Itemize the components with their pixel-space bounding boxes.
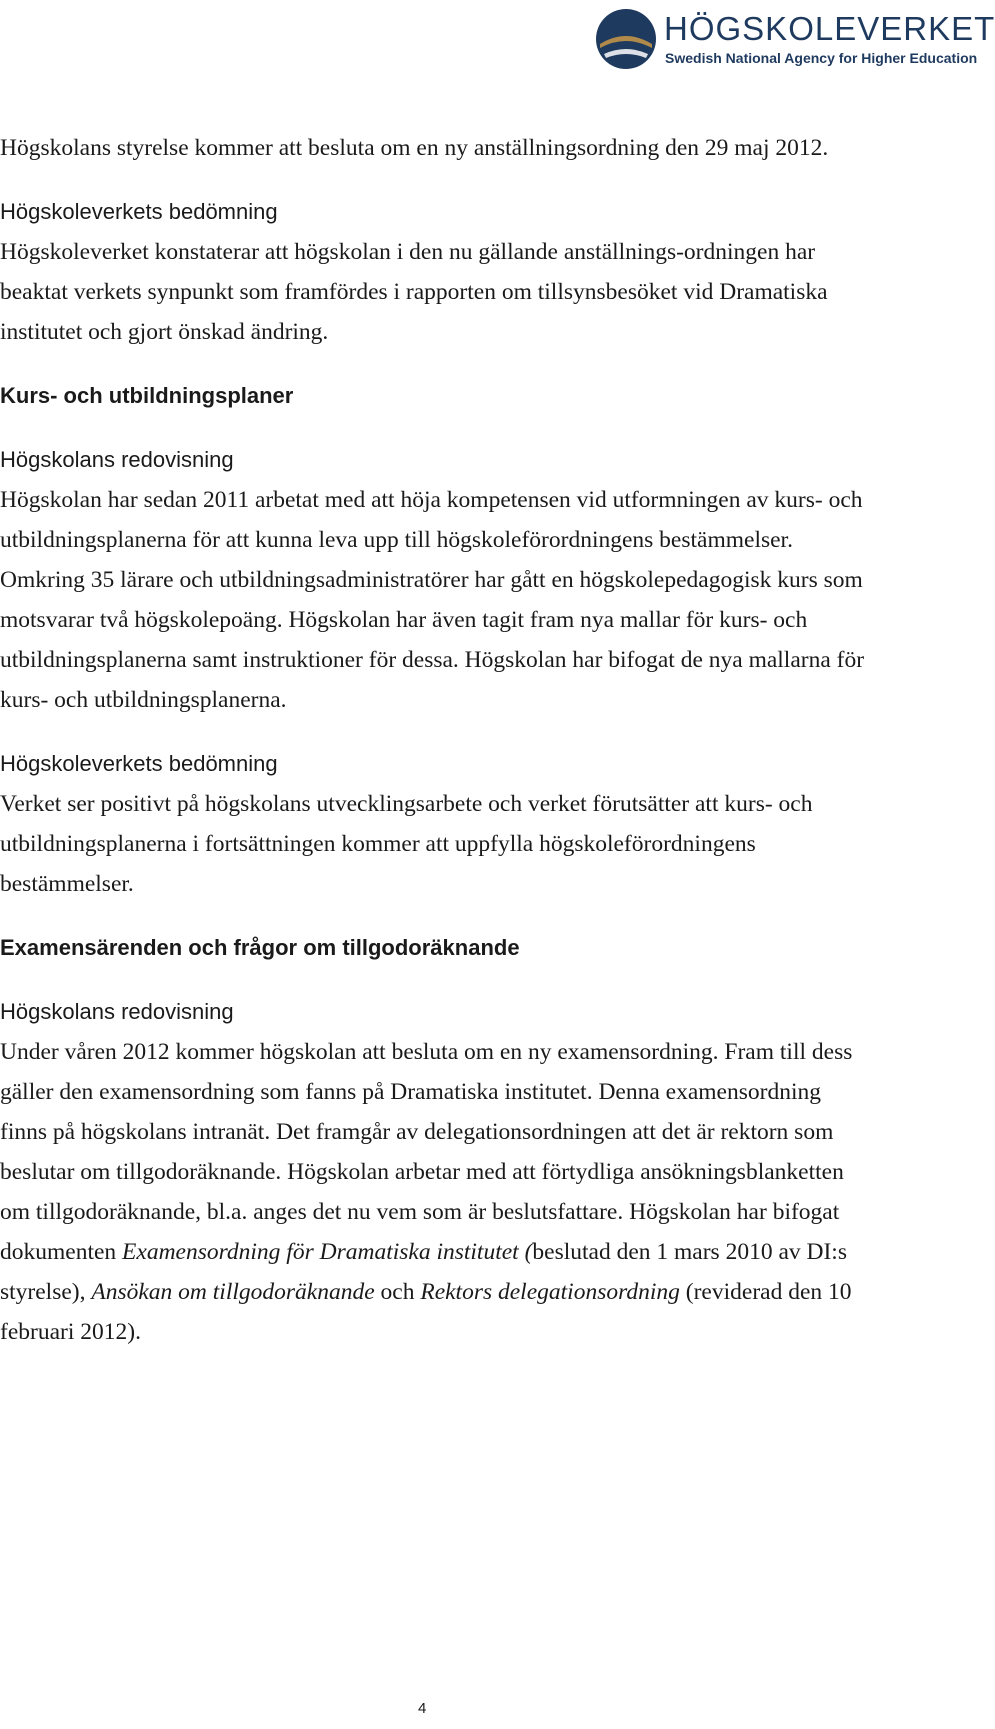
intro-paragraph: Högskolans styrelse kommer att besluta om en ny anställningsordning den 29 maj 2012.	[0, 135, 829, 161]
courses-report-paragraph: Högskolan har sedan 2011 arbetat med att höja kompetensen vid utformningen av kurs- och utbildningsplanerna för att kunna leva upp till högskoleförordningens bestämmelser. Omkring 35 lärare och utbildningsadministratörer har gått en högskolepedagogisk kurs som motsvarar två högskolepoäng. Högskolan har även tagit fram nya mallar för kurs- och utbildningsplanerna samt instruktioner för dessa. Högskolan har bifogat de nya mallarna för kurs- och utbildningsplanerna.	[0, 487, 865, 713]
doc-title-ansokan: Ansökan om tillgodoräknande	[91, 1279, 375, 1305]
section-title-courses: Kurs- och utbildningsplaner	[0, 383, 294, 408]
assessment-heading: Högskoleverkets bedömning	[0, 199, 278, 224]
courses-assessment-paragraph: Verket ser positivt på högskolans utvecklingsarbete och verket förutsätter att kurs- och utbildningsplanerna i fortsättningen kommer att uppfylla högskoleförordningens bestämmelser.	[0, 791, 813, 897]
exams-text-c: och	[374, 1279, 421, 1305]
agency-emblem-icon	[594, 6, 658, 72]
page-number: 4	[418, 1700, 427, 1717]
exams-text-a: Under våren 2012 kommer högskolan att besluta om en ny examensordning. Fram till dess gäller den examensordning som fanns på Dramatiska institutet. Denna examensordning finns på högskolans intranät. Det framgår av delegationsordningen att det är rektorn som beslutar om tillgodoräknande. Högskolan arbetar med att förtydliga ansökningsblanketten om tillgodoräknande, bl.a. anges det nu vem som är beslutsfattare. Högskolan har bifogat dokumenten	[0, 1039, 853, 1265]
exams-report-heading: Högskolans redovisning	[0, 999, 234, 1024]
exams-report-paragraph	[0, 1032, 870, 1352]
section-title-exams: Examensärenden och frågor om tillgodoräknande	[0, 935, 520, 960]
courses-assessment-heading: Högskoleverkets bedömning	[0, 751, 278, 776]
exams-text-d: (reviderad den 10 februari 2012).	[0, 1279, 852, 1345]
document-body	[0, 128, 870, 1352]
org-subtitle: Swedish National Agency for Higher Education	[665, 50, 978, 66]
doc-title-delegationsordning: Rektors delegationsordning	[420, 1279, 680, 1305]
agency-logo	[594, 6, 995, 72]
exams-text-b: beslutad den 1 mars 2010 av DI:s styrelse),	[0, 1239, 847, 1305]
doc-title-examensordning: Examensordning för Dramatiska institutet (	[122, 1239, 533, 1265]
courses-report-heading: Högskolans redovisning	[0, 447, 234, 472]
assessment-paragraph: Högskoleverket konstaterar att högskolan i den nu gällande anställnings-ordningen har beaktat verkets synpunkt som framfördes i rapporten om tillsynsbesöket vid Dramatiska institutet och gjort önskad ändring.	[0, 239, 828, 345]
org-name: HÖGSKOLEVERKET	[664, 10, 995, 47]
